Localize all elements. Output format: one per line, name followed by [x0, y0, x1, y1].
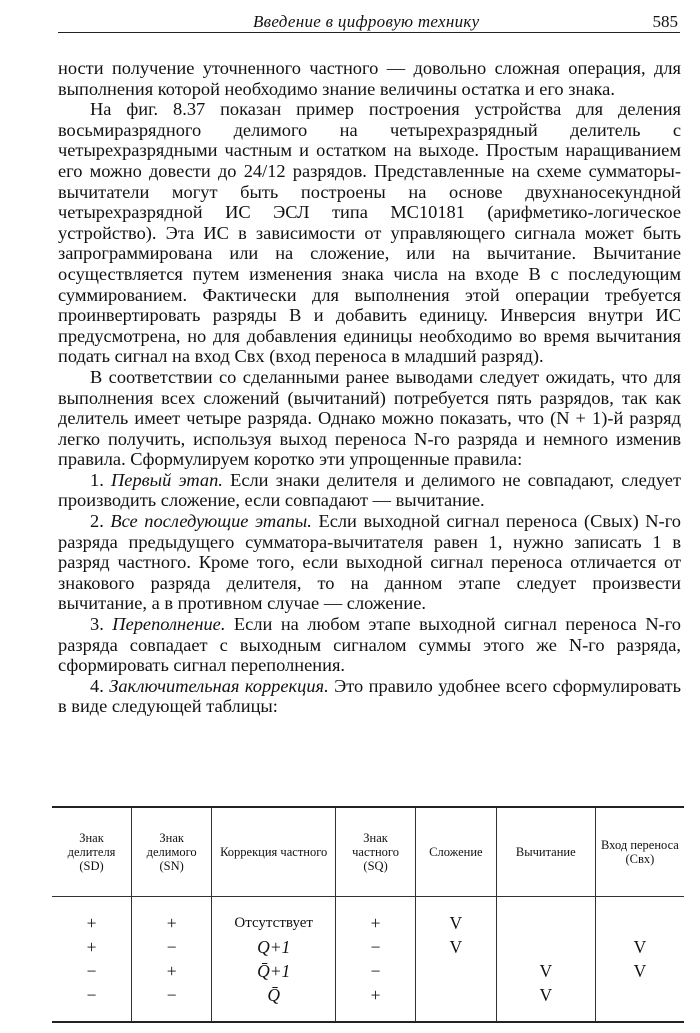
table-cell: + [336, 897, 416, 936]
table-cell: − [132, 983, 212, 1022]
table-cell [416, 983, 497, 1022]
table-cell: + [132, 897, 212, 936]
table-cell: Q̄ [212, 983, 336, 1022]
table-cell: + [86, 912, 97, 933]
rule-text: Если выходной сигнал переноса (Cвых) N-го разряда предыдущего сумматора-вычитателя равен 1, нужно записать 1 в разряд частного. Кроме того, если выходной сигнал переноса отличается от знакового разряда делителя, то на данном этапе следует произвести вычитание, а в противном случае — сложение. [58, 511, 681, 614]
table-cell: + [132, 959, 212, 983]
rule-title: Все последующие этапы. [110, 511, 312, 532]
rule-title: Переполнение. [112, 614, 226, 635]
running-title: Введение в цифровую технику [253, 12, 480, 31]
rule-number: 1. [90, 469, 104, 490]
rule-title: Первый этап. [111, 469, 223, 490]
rule-number: 2. [90, 511, 104, 532]
table-cell: − [86, 984, 97, 1005]
table-cell [416, 959, 497, 983]
table-cell: V [416, 935, 497, 959]
table-cell: V [496, 983, 595, 1022]
table-header-cell: Знак делимого (SN) [132, 807, 212, 897]
table-header-cell: Вычитание [496, 807, 595, 897]
table-cell [595, 983, 684, 1022]
table-cell: − [86, 960, 97, 981]
table-cell: − [132, 935, 212, 959]
table-cell: V [416, 897, 497, 936]
table-cell: V [496, 959, 595, 983]
body-text [58, 58, 681, 717]
table-header-cell: Знак частного (SQ) [336, 807, 416, 897]
rule-text: Если на любом этапе выходной сигнал переноса N-го разряда совпадает с выходным сигналом суммы этого же N-го разряда, сформировать сигнал переполнения. [58, 614, 682, 676]
table-header-cell: Знак делителя (SD) [52, 807, 132, 897]
page-number: 585 [652, 12, 678, 31]
table-cell: V [595, 935, 684, 959]
table-header-cell: Коррекция частного [212, 807, 336, 897]
table-cell: + [86, 936, 97, 957]
table-cell [496, 935, 595, 959]
paragraph-1: ности получение уточненного частного — довольно сложная операция, для выполнения которой необходимо знание величины остатка и его знака. [58, 58, 681, 99]
table-header-cell: Сложение [416, 807, 497, 897]
table-cell [496, 897, 595, 936]
rule-4 [58, 676, 681, 717]
table-row [52, 935, 684, 959]
rule-title: Заключительная коррекция. [109, 675, 329, 696]
table-row [52, 983, 684, 1022]
rule-number: 3. [90, 614, 104, 635]
correction-table [52, 806, 684, 1023]
table-row [52, 897, 684, 936]
rule-2 [58, 511, 681, 614]
table-header-cell: Вход переноса (Cвх) [595, 807, 684, 897]
rule-1 [58, 470, 681, 511]
rule-text: Это правило удобнее всего сформулировать в виде следующей таблицы: [58, 675, 681, 717]
table-cell: − [336, 959, 416, 983]
table-cell: V [595, 959, 684, 983]
table-cell: Q+1 [212, 935, 336, 959]
rule-text: Если знаки делителя и делимого не совпадают, следует производить сложение, если совпадают — вычитание. [58, 469, 681, 511]
table-cell: − [336, 935, 416, 959]
table-cell [595, 897, 684, 936]
paragraph-2: На фиг. 8.37 показан пример построения устройства для деления восьмиразрядного делимого на четырехразрядный делитель с четырехразрядными частным и остатком на выходе. Простым наращиванием его можно довести до 24/12 разрядов. Представленные на схеме сумматоры-вычитатели могут быть построены на основе двухнаносекундной четырехразрядной ИС ЭСЛ типа МС10181 (арифметико-логическое устройство). Эта ИС в зависимости от управляющего сигнала может быть запрограммирована или на сложение, или на вычитание. Вычитание осуществляется путем изменения знака числа на входе B с последующим суммированием. Фактически для выполнения этой операции требуется проинвертировать разряды B и добавить единицу. Инверсия внутри ИС предусмотрена, но для добавления единицы необходимо во время вычитания подать сигнал на вход Cвх (вход переноса в младший разряд). [58, 99, 681, 367]
rule-number: 4. [90, 675, 104, 696]
table-row [52, 959, 684, 983]
table-cell: Q̄+1 [212, 959, 336, 983]
running-header [58, 8, 680, 33]
rule-3 [58, 614, 681, 676]
table-cell: + [336, 983, 416, 1022]
table-header-row [52, 807, 684, 897]
paragraph-3: В соответствии со сделанными ранее выводами следует ожидать, что для выполнения всех сложений (вычитаний) потребуется пять разрядов, так как делитель имеет четыре разряда. Однако можно показать, что (N + 1)-й разряд легко получить, используя выход переноса N-го разряда и немного изменив правила. Сформулируем коротко эти упрощенные правила: [58, 366, 681, 470]
table-cell: Отсутствует [212, 897, 336, 936]
